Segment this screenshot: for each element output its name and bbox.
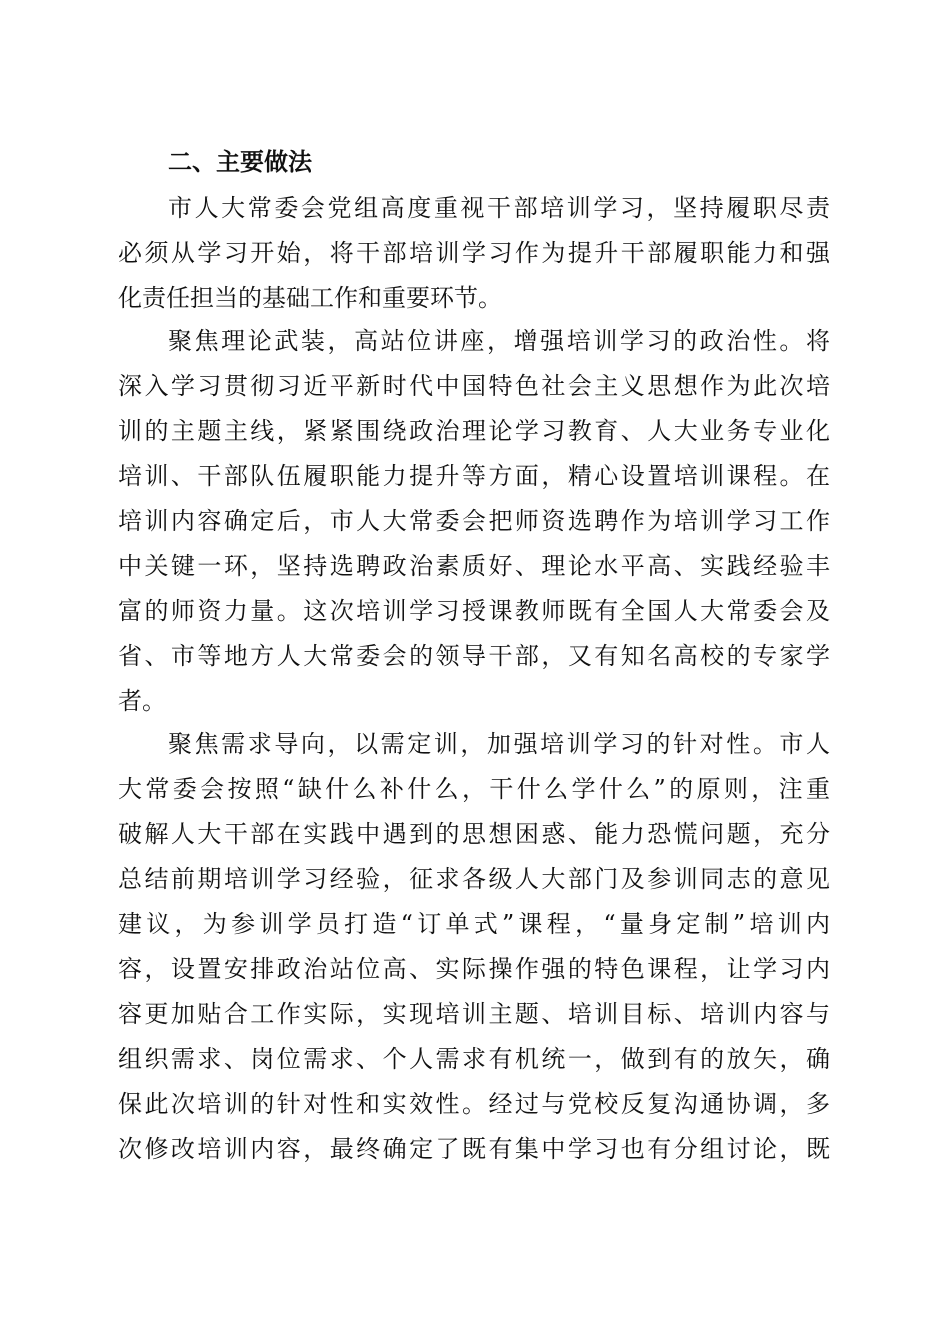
paragraph-line: 建议，为参训学员打造“订单式”课程，“量身定制”培训内 xyxy=(118,910,830,938)
paragraph-line: 破解人大干部在实践中遇到的思想困惑、能力恐慌问题，充分 xyxy=(118,820,830,848)
paragraph-line: 保此次培训的针对性和实效性。经过与党校反复沟通协调，多 xyxy=(118,1090,830,1118)
paragraph-line: 培训内容确定后，市人大常委会把师资选聘作为培训学习工作 xyxy=(118,507,830,535)
paragraph-line: 者。 xyxy=(118,687,166,715)
paragraph-line: 容，设置安排政治站位高、实际操作强的特色课程，让学习内 xyxy=(118,955,830,983)
paragraph-3 xyxy=(118,722,830,1172)
paragraph-line: 必须从学习开始，将干部培训学习作为提升干部履职能力和强 xyxy=(118,239,830,267)
paragraph-line: 化责任担当的基础工作和重要环节。 xyxy=(118,284,502,312)
paragraph-line: 深入学习贯彻习近平新时代中国特色社会主义思想作为此次培 xyxy=(118,372,830,400)
paragraph-line: 训的主题主线，紧紧围绕政治理论学习教育、人大业务专业化 xyxy=(118,417,830,445)
paragraph-line: 培训、干部队伍履职能力提升等方面，精心设置培训课程。在 xyxy=(118,462,830,490)
paragraph-line: 富的师资力量。这次培训学习授课教师既有全国人大常委会及 xyxy=(118,597,830,625)
section-heading: 二、主要做法 xyxy=(168,148,312,176)
paragraph-line: 省、市等地方人大常委会的领导干部，又有知名高校的专家学 xyxy=(118,642,830,670)
paragraph-line: 容更加贴合工作实际，实现培训主题、培训目标、培训内容与 xyxy=(118,1000,830,1028)
paragraph-line: 聚焦需求导向，以需定训，加强培训学习的针对性。市人 xyxy=(168,730,830,758)
paragraph-2 xyxy=(118,319,830,724)
paragraph-line: 组织需求、岗位需求、个人需求有机统一，做到有的放矢，确 xyxy=(118,1045,830,1073)
paragraph-line: 总结前期培训学习经验，征求各级人大部门及参训同志的意见 xyxy=(118,865,830,893)
paragraph-line: 大常委会按照“缺什么补什么，干什么学什么”的原则，注重 xyxy=(118,775,830,803)
paragraph-line: 聚焦理论武装，高站位讲座，增强培训学习的政治性。将 xyxy=(168,327,830,355)
paragraph-line: 中关键一环，坚持选聘政治素质好、理论水平高、实践经验丰 xyxy=(118,552,830,580)
paragraph-line: 次修改培训内容，最终确定了既有集中学习也有分组讨论，既 xyxy=(118,1135,830,1163)
paragraph-line: 市人大常委会党组高度重视干部培训学习，坚持履职尽责 xyxy=(168,194,830,222)
paragraph-1 xyxy=(118,186,830,321)
